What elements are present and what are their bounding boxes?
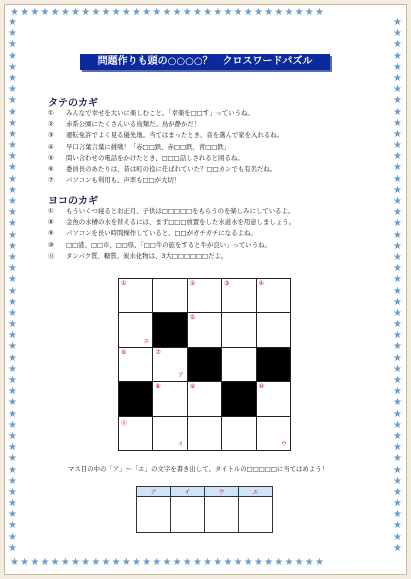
grid-cell[interactable] xyxy=(256,279,290,313)
clue-number: ② xyxy=(48,120,54,129)
cell-number: ⑥ xyxy=(121,348,127,356)
page-title: 問題作りも頭の○○○○？ クロスワードパズル xyxy=(80,54,330,70)
cell-kana-marker: ア xyxy=(177,372,184,380)
grid-cell[interactable] xyxy=(222,279,256,313)
grid-cell[interactable] xyxy=(153,347,187,381)
clue-number: ⑤ xyxy=(48,153,54,162)
tate-clue xyxy=(48,175,368,186)
clue-number: ⑪ xyxy=(48,251,55,260)
clue-number: ⑥ xyxy=(48,165,54,174)
clue-text: 問い合わせの電話をかけたとき、□□□話しされると困るね。 xyxy=(66,153,244,162)
cell-number: ⑧ xyxy=(155,383,161,391)
tate-clue xyxy=(48,108,368,119)
yoko-clue xyxy=(48,206,368,217)
yoko-clue xyxy=(48,228,368,239)
grid-cell[interactable] xyxy=(119,347,153,381)
tate-clue xyxy=(48,142,368,153)
clue-text: 赤系公園にたくさんいる鳥類だ。鳥が静かだ！ xyxy=(66,120,201,129)
grid-cell[interactable] xyxy=(187,416,221,450)
grid-cell[interactable] xyxy=(222,347,256,381)
star-border-left: ★ ★ ★ ★ ★ ★ ★ ★ ★ ★ ★ ★ ★ ★ ★ ★ ★ ★ ★ ★ ★ ★ ★ ★ ★ ★ ★ ★ ★ ★ ★ ★ ★ ★ ★ ★ ★ ★ ★ ★ ★ ★ ★ ★ ★ ★ ★ ★ xyxy=(8,18,18,554)
grid-cell-black xyxy=(187,347,221,381)
yoko-heading: ヨコのカギ xyxy=(48,196,98,207)
cell-number: ③ xyxy=(224,280,230,287)
tate-clue xyxy=(48,164,368,175)
yoko-clue xyxy=(48,217,368,228)
cell-number: ⑤ xyxy=(189,314,196,322)
clue-text: 委員長のあたりは、昔は町の役に任ばれていた？□□カンでも有名だね。 xyxy=(66,165,277,174)
answer-header-e: エ xyxy=(239,487,273,497)
instruction-text: マス目の中の「ア」～「エ」の文字を書き出して、タイトルの□□□□□に当てはめよう！ xyxy=(68,465,328,473)
grid-cell[interactable] xyxy=(153,382,187,416)
grid-cell[interactable] xyxy=(187,382,221,416)
clue-number: ① xyxy=(48,207,54,215)
grid-cell[interactable] xyxy=(222,416,256,450)
tate-clue-list xyxy=(48,108,368,186)
clue-text: 運転免許でよく見る優先地。当てはまったとき、音を選んで家を入れるね。 xyxy=(66,131,284,140)
star-border-top: ★★★★★★★★★★★★★★★★★★★★★★★★★★★★★★★ xyxy=(10,8,326,18)
clue-number: ③ xyxy=(48,131,54,140)
tate-clue xyxy=(48,119,368,130)
cell-number: ⑩ xyxy=(258,383,264,391)
grid-cell[interactable] xyxy=(187,279,221,313)
answer-box-u[interactable] xyxy=(205,497,239,533)
cell-kana-marker: エ xyxy=(143,337,150,345)
cell-number: ⑦ xyxy=(155,348,161,356)
answer-box-a[interactable] xyxy=(137,497,171,533)
grid-cell[interactable] xyxy=(222,313,256,347)
cell-kana-marker: ウ xyxy=(280,440,287,448)
clue-number: ⑩ xyxy=(48,240,54,249)
grid-cell[interactable] xyxy=(256,313,290,347)
cell-number: ① xyxy=(121,280,127,287)
clue-number: ⑧ xyxy=(48,218,54,227)
answer-header-i: イ xyxy=(171,487,205,497)
clue-text: タンパク質、糖質、炭水化物は、3大□□□□□□だよ。 xyxy=(66,251,228,260)
grid-cell-black xyxy=(153,313,187,347)
yoko-clue xyxy=(48,251,368,262)
tate-clue xyxy=(48,130,368,141)
grid-cell[interactable] xyxy=(119,313,153,347)
answer-header-a: ア xyxy=(137,487,171,497)
star-border-bottom: ★★★★★★★★★★★★★★★★★★★★★★★★★★★★★★★ xyxy=(10,558,326,568)
grid-cell-black xyxy=(119,382,153,416)
answer-box-i[interactable] xyxy=(171,497,205,533)
cell-number: ⑨ xyxy=(189,383,196,391)
clue-number: ① xyxy=(48,109,54,117)
grid-cell[interactable] xyxy=(187,313,221,347)
clue-number: ④ xyxy=(48,142,54,151)
clue-text: パソコンも利用も、声率も□□が大切！ xyxy=(66,176,181,185)
answer-table xyxy=(136,486,273,533)
cell-number: ⑪ xyxy=(121,419,128,427)
grid-cell[interactable] xyxy=(119,279,153,313)
clue-text: 早口言葉言葉に挑戦！「赤□□鉄、赤□□鉄、青□□鉄」 xyxy=(66,142,231,151)
grid-cell[interactable] xyxy=(153,416,187,450)
answer-box-e[interactable] xyxy=(239,497,273,533)
cell-kana-marker: イ xyxy=(177,440,184,448)
clue-number: ⑦ xyxy=(48,176,54,185)
clue-text: もういくつ寝るとお正月、子供は□□□□□をもらうのを楽しみにしているよ。 xyxy=(66,207,295,215)
clue-text: みんなで幸せを大いに楽しむこと。「幸楽を□□す」っていうね。 xyxy=(66,109,254,117)
tate-heading: タテのカギ xyxy=(48,98,98,109)
yoko-clue-list xyxy=(48,206,368,262)
grid-cell[interactable] xyxy=(153,279,187,313)
grid-cell-black xyxy=(256,347,290,381)
clue-text: □□港、□□市、□□県、「□□牛の旅をすると牛が良い」っていうね。 xyxy=(66,240,271,249)
clue-text: 金魚の水槽の水を替えるには、まず□□□放置をした水道水を用意しましょう。 xyxy=(66,218,296,227)
grid-cell[interactable] xyxy=(256,416,290,450)
clue-text: パソコンを長い時間操作していると、□□がガチガチになるよね。 xyxy=(66,229,257,238)
star-border-right: ★ ★ ★ ★ ★ ★ ★ ★ ★ ★ ★ ★ ★ ★ ★ ★ ★ ★ ★ ★ ★ ★ ★ ★ ★ ★ ★ ★ ★ ★ ★ ★ ★ ★ ★ ★ ★ ★ ★ ★ ★ ★ ★ ★ ★ ★ ★ ★ xyxy=(393,18,403,554)
grid-cell[interactable] xyxy=(256,382,290,416)
grid-cell-black xyxy=(222,382,256,416)
crossword-grid xyxy=(118,278,291,451)
grid-cell[interactable] xyxy=(119,416,153,450)
cell-number: ④ xyxy=(258,280,264,287)
yoko-clue xyxy=(48,240,368,251)
tate-clue xyxy=(48,153,368,164)
clue-number: ⑨ xyxy=(48,229,54,238)
answer-header-u: ウ xyxy=(205,487,239,497)
cell-number: ② xyxy=(189,280,196,287)
